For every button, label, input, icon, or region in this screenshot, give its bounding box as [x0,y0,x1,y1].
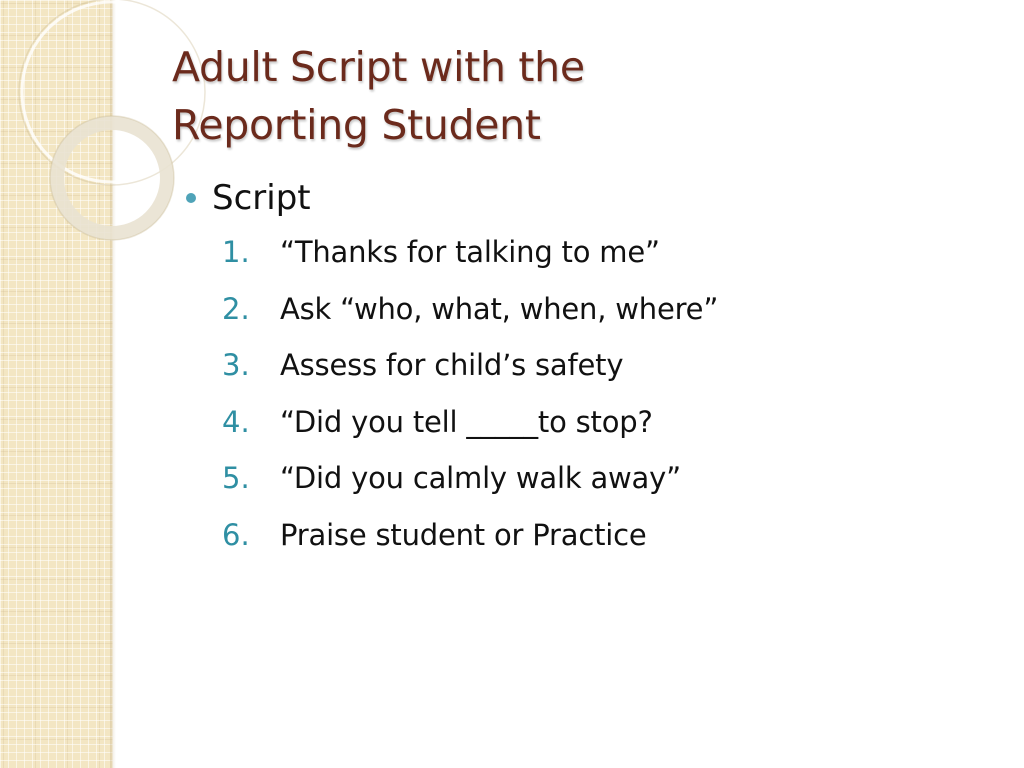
list-item-number: 1. [222,235,250,269]
list-item-text: “Did you tell _____to stop? [280,404,653,439]
decorative-ring-small [57,123,167,233]
bullet-text: Script [212,178,311,218]
list-item-text: Assess for child’s safety [280,348,624,382]
list-item-text: Praise student or Practice [280,517,647,552]
list-item-number: 2. [222,291,250,326]
list-item-number: 4. [222,404,250,439]
list-item-number: 3. [222,348,250,382]
list-item-text: “Thanks for talking to me” [280,235,660,269]
decorative-ring-small-edge [50,116,174,240]
bullet-dot-icon [186,193,196,203]
list-item-text: Ask “who, what, when, where” [280,291,719,326]
slide-title [172,38,585,154]
list-item-number: 6. [222,517,250,552]
slide-title-line-2: Reporting Student [172,101,541,149]
list-item-number: 5. [222,461,250,495]
slide-title-line-1: Adult Script with the [172,43,585,91]
list-item-text: “Did you calmly walk away” [280,461,681,495]
